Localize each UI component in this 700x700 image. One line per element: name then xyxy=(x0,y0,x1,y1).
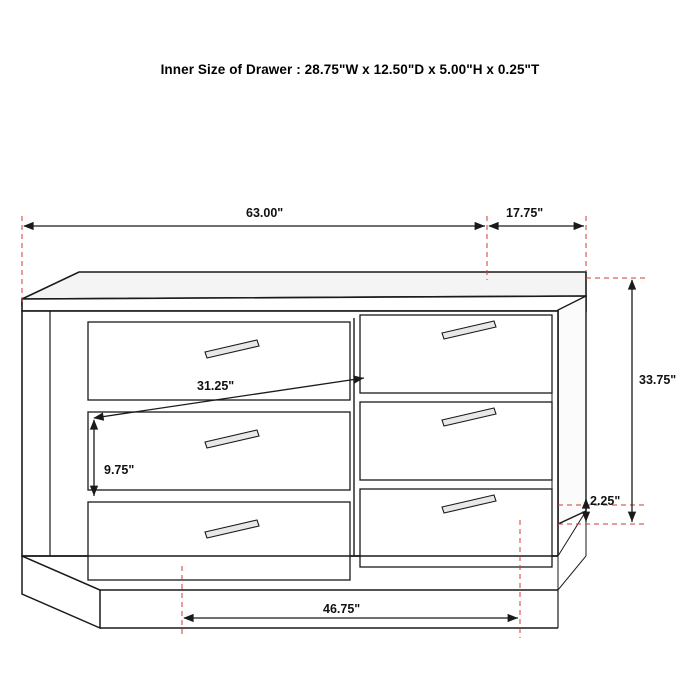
dim-label-base-clearance: 2.25" xyxy=(590,494,621,508)
dim-label-drawer-height: 9.75" xyxy=(104,463,135,477)
drawer-left-middle xyxy=(88,412,350,490)
cabinet-right-side xyxy=(558,296,586,524)
drawer-right-middle xyxy=(360,402,552,480)
dim-label-overall-height: 33.75" xyxy=(639,373,677,387)
cabinet-top-front-band xyxy=(22,296,586,311)
dim-label-base-width: 46.75" xyxy=(323,602,361,616)
plinth-right-return xyxy=(558,511,586,590)
dim-label-depth-projection: 17.75" xyxy=(506,206,544,220)
drawer-right-top xyxy=(360,315,552,393)
dresser-cabinet xyxy=(22,272,586,628)
dim-label-overall-width: 63.00" xyxy=(246,206,284,220)
dim-label-drawer-inner-width: 31.25" xyxy=(197,379,235,393)
cabinet-top-surface xyxy=(22,272,586,299)
drawer-left-bottom xyxy=(88,502,350,580)
page-title: Inner Size of Drawer : 28.75"W x 12.50"D x 5.00"H x 0.25"T xyxy=(160,62,540,77)
